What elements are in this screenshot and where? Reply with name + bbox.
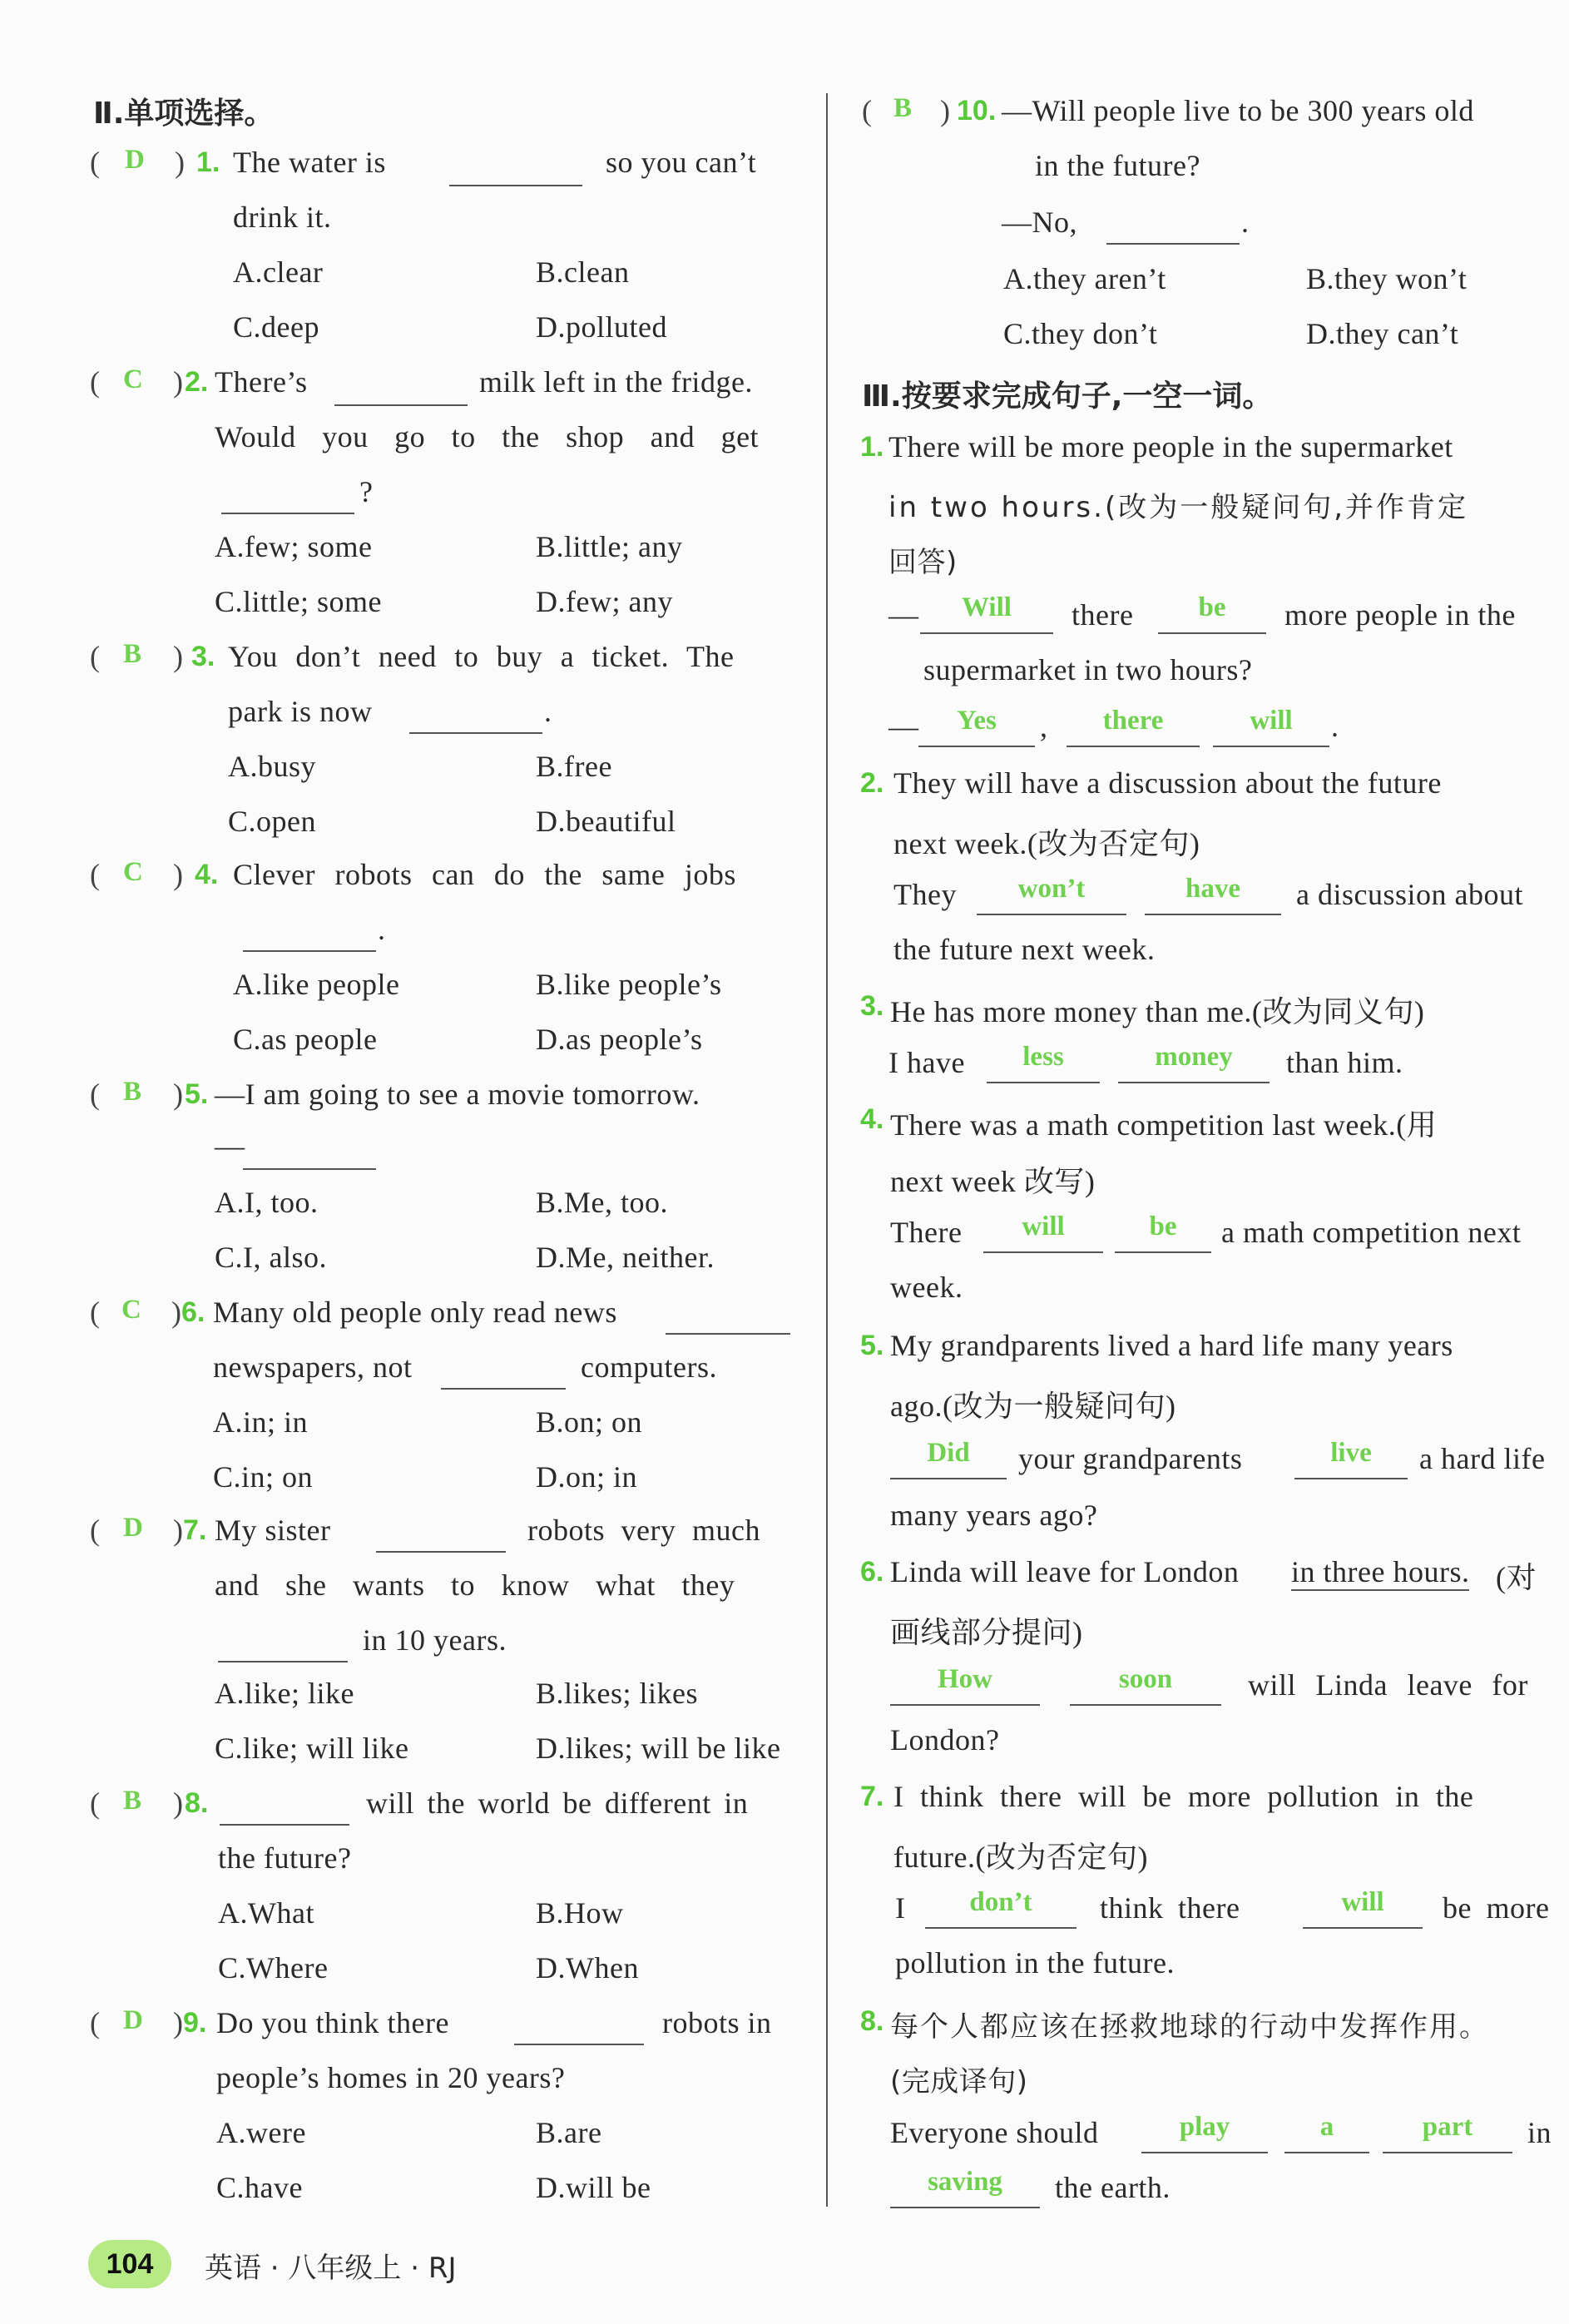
option-d: D.polluted: [536, 310, 667, 344]
option-b: B.clean: [536, 255, 630, 289]
answer-bracket: (: [90, 858, 101, 891]
question-number: 3.: [191, 641, 215, 672]
option-d: D.When: [536, 1951, 639, 1985]
answer-text: They: [893, 878, 957, 911]
question-text: computers.: [581, 1350, 717, 1384]
question-number: 1.: [196, 146, 220, 178]
answer-bracket: (: [90, 640, 101, 673]
answer-letter: D: [123, 1513, 143, 1543]
option-d: D.they can’t: [1306, 317, 1459, 350]
item-prompt: 画线部分提问): [890, 1616, 1083, 1649]
blank: [987, 1082, 1100, 1083]
dash: —: [888, 710, 919, 743]
option-c: C.Where: [218, 1951, 329, 1985]
blank: [243, 950, 376, 952]
question-text: newspapers, not: [213, 1350, 413, 1384]
question-number: 10.: [957, 95, 997, 126]
question-number: 8.: [185, 1787, 209, 1819]
answer-bracket: ): [173, 1786, 184, 1820]
question-text: robots in: [662, 2006, 772, 2039]
item-prompt: (对: [1496, 1561, 1537, 1594]
item-number: 5.: [860, 1330, 884, 1361]
answer-bracket: ): [173, 365, 184, 399]
item-number: 2.: [860, 767, 884, 799]
answer-bracket: (: [90, 1296, 101, 1329]
answer-fill: part: [1422, 2112, 1473, 2142]
question-number: 4.: [195, 859, 219, 890]
option-a: A.like people: [233, 968, 400, 1001]
option-b: B.are: [536, 2116, 602, 2149]
answer-text: supermarket in two hours?: [923, 653, 1253, 686]
blank: [1106, 243, 1240, 245]
option-c: C.as people: [233, 1023, 378, 1056]
blank: [666, 1333, 790, 1335]
option-c: C.open: [228, 805, 316, 838]
blank: [1070, 1704, 1221, 1706]
item-prompt: in two hours.(改为一般疑问句,并作肯定: [888, 491, 1469, 524]
question-text: My sister: [215, 1514, 331, 1547]
blank: [890, 1704, 1040, 1706]
answer-fill: money: [1155, 1042, 1233, 1072]
blank: [925, 1927, 1077, 1929]
blank: [890, 2207, 1040, 2208]
answer-bracket: ): [173, 1078, 184, 1111]
underlined-phrase: in three hours.: [1291, 1554, 1469, 1591]
item-number: 8.: [860, 2005, 884, 2037]
blank: [409, 732, 542, 734]
option-d: D.Me, neither.: [536, 1241, 715, 1274]
answer-fill: saving: [928, 2167, 1002, 2197]
answer-fill: soon: [1118, 1664, 1173, 1694]
question-text: milk left in the fridge.: [479, 365, 753, 399]
answer-fill: will: [1341, 1887, 1384, 1917]
option-c: C.like; will like: [215, 1732, 409, 1765]
answer-bracket: (: [90, 365, 101, 399]
blank: [1284, 2152, 1369, 2153]
item-prompt: There will be more people in the supermarket: [888, 430, 1453, 463]
option-b: B.likes; likes: [536, 1677, 698, 1710]
answer-text: pollution in the future.: [895, 1946, 1175, 1980]
option-a: A.What: [218, 1896, 314, 1930]
section-2-heading: Ⅱ.单项选择。: [93, 97, 275, 131]
option-b: B.they won’t: [1306, 262, 1468, 295]
answer-fill: play: [1179, 2112, 1230, 2142]
answer-bracket: ): [171, 1296, 182, 1329]
item-prompt: next week 改写): [890, 1165, 1096, 1198]
answer-letter: C: [123, 364, 143, 394]
item-number: 3.: [860, 990, 884, 1022]
item-prompt: 每个人都应该在拯救地球的行动中发挥作用。: [890, 2010, 1489, 2044]
answer-bracket: (: [90, 1078, 101, 1111]
question-text: Would you go to the shop and get: [215, 420, 760, 453]
blank: [449, 185, 582, 186]
option-a: A.few; some: [215, 530, 373, 563]
blank: [1294, 1478, 1408, 1479]
answer-bracket: (: [90, 1786, 101, 1820]
blank: [243, 1168, 376, 1170]
blank: [920, 632, 1053, 634]
item-prompt: future.(改为否定句): [893, 1841, 1148, 1874]
question-text: ?: [359, 475, 374, 508]
item-prompt: They will have a discussion about the future: [893, 766, 1442, 800]
question-text: in the future?: [1035, 149, 1200, 182]
question-text: drink it.: [233, 201, 332, 234]
question-text: people’s homes in 20 years?: [216, 2061, 566, 2094]
answer-text: a discussion about: [1296, 878, 1523, 911]
blank: [1145, 914, 1281, 915]
blank: [218, 1661, 348, 1662]
item-prompt: Linda will leave for London: [890, 1555, 1240, 1588]
blank: [1118, 1082, 1270, 1083]
answer-bracket: (: [90, 1514, 101, 1547]
option-d: D.likes; will be like: [536, 1732, 781, 1765]
option-c: C.I, also.: [215, 1241, 327, 1274]
question-text: in 10 years.: [363, 1623, 507, 1657]
option-b: B.on; on: [536, 1405, 643, 1439]
answer-fill: there: [1102, 706, 1164, 736]
question-text: will the world be different in: [366, 1786, 749, 1820]
question-text: .: [1241, 206, 1250, 239]
blank: [1303, 1927, 1423, 1929]
question-number: 6.: [181, 1296, 205, 1328]
option-a: A.were: [216, 2116, 306, 2149]
item-number: 4.: [860, 1103, 884, 1135]
item-prompt: ago.(改为一般疑问句): [890, 1390, 1176, 1423]
option-c: C.little; some: [215, 585, 382, 618]
option-b: B.little; any: [536, 530, 683, 563]
answer-text: than him.: [1286, 1046, 1403, 1079]
blank: [441, 1388, 566, 1390]
answer-letter: D: [123, 2005, 143, 2035]
question-text: —I am going to see a movie tomorrow.: [215, 1078, 700, 1111]
answer-fill: live: [1330, 1438, 1372, 1468]
answer-text: think there: [1100, 1891, 1240, 1925]
blank: [977, 914, 1126, 915]
blank: [1213, 746, 1329, 747]
answer-letter: B: [893, 93, 913, 123]
answer-text: Everyone should: [890, 2116, 1099, 2149]
answer-text: many years ago?: [890, 1499, 1098, 1532]
punctuation: .: [1331, 710, 1339, 743]
answer-letter: C: [123, 857, 143, 887]
blank: [1383, 2152, 1512, 2153]
question-text: —No,: [1002, 206, 1077, 239]
answer-fill: Will: [962, 592, 1012, 622]
item-prompt: He has more money than me.(改为同义句): [890, 995, 1425, 1028]
blank: [1067, 746, 1200, 747]
answer-fill: will: [1022, 1212, 1065, 1241]
answer-letter: B: [123, 1077, 142, 1107]
question-number: 9.: [183, 2007, 207, 2039]
answer-letter: C: [121, 1295, 141, 1325]
answer-bracket: (: [862, 94, 873, 127]
blank: [1141, 2152, 1268, 2153]
blank: [918, 746, 1035, 747]
question-text: Many old people only read news: [213, 1296, 617, 1329]
answer-text: there: [1072, 598, 1134, 632]
question-text: park is now: [228, 695, 373, 728]
option-b: B.Me, too.: [536, 1186, 669, 1219]
blank: [221, 513, 354, 514]
answer-fill: Yes: [957, 706, 997, 736]
answer-bracket: ): [940, 94, 951, 127]
option-a: A.in; in: [213, 1405, 309, 1439]
question-text: You don’t need to buy a ticket. The: [228, 640, 735, 673]
answer-text: in: [1527, 2116, 1552, 2149]
answer-text: week.: [890, 1271, 963, 1304]
blank: [514, 2044, 644, 2045]
blank: [1115, 1251, 1211, 1253]
answer-bracket: (: [90, 2006, 101, 2039]
option-a: A.I, too.: [215, 1186, 319, 1219]
option-b: B.free: [536, 750, 612, 783]
answer-bracket: (: [90, 146, 101, 179]
answer-fill: don’t: [969, 1887, 1032, 1917]
answer-text: the future next week.: [893, 933, 1156, 966]
answer-text: London?: [890, 1723, 1000, 1757]
answer-fill: Did: [927, 1438, 970, 1468]
option-b: B.How: [536, 1896, 624, 1930]
option-a: A.like; like: [215, 1677, 354, 1710]
question-text: There’s: [215, 365, 308, 399]
answer-fill: will: [1250, 706, 1293, 736]
blank: [376, 1551, 506, 1553]
question-text: so you can’t: [606, 146, 757, 179]
answer-text: I have: [888, 1046, 965, 1079]
answer-text: the earth.: [1055, 2171, 1171, 2204]
answer-bracket: ): [173, 1514, 184, 1547]
question-text: and she wants to know what they: [215, 1568, 735, 1602]
answer-text: There: [890, 1216, 963, 1249]
option-a: A.they aren’t: [1003, 262, 1166, 295]
answer-text: more people in the: [1284, 598, 1516, 632]
footer-book-title: 英语 · 八年级上 · RJ: [205, 2252, 457, 2285]
option-c: C.in; on: [213, 1460, 314, 1494]
answer-bracket: ): [173, 858, 184, 891]
item-prompt: (完成译句): [890, 2065, 1028, 2099]
section-3-heading: Ⅲ.按要求完成句子,一空一词。: [862, 379, 1273, 414]
answer-fill: be: [1198, 592, 1226, 622]
option-d: D.on; in: [536, 1460, 638, 1494]
option-c: C.deep: [233, 310, 319, 344]
answer-bracket: ): [173, 640, 184, 673]
question-text: —Will people live to be 300 years old: [1002, 94, 1474, 127]
answer-fill: a: [1319, 2112, 1334, 2142]
item-prompt: I think there will be more pollution in the: [893, 1780, 1474, 1813]
blank: [220, 1824, 349, 1826]
option-d: D.beautiful: [536, 805, 676, 838]
answer-text: a math competition next: [1221, 1216, 1522, 1249]
option-d: D.few; any: [536, 585, 673, 618]
answer-fill: How: [938, 1664, 992, 1694]
dash: —: [888, 598, 919, 632]
question-text: robots very much: [527, 1514, 760, 1547]
item-prompt: There was a math competition last week.(用: [890, 1108, 1438, 1142]
column-divider: [826, 93, 828, 2207]
item-number: 7.: [860, 1781, 884, 1812]
option-a: A.busy: [228, 750, 317, 783]
question-text: the future?: [218, 1841, 352, 1875]
blank: [890, 1478, 1007, 1479]
item-prompt: My grandparents lived a hard life many years: [890, 1329, 1453, 1362]
option-c: C.they don’t: [1003, 317, 1158, 350]
question-text: .: [378, 913, 386, 946]
answer-bracket: ): [173, 2006, 184, 2039]
option-a: A.clear: [233, 255, 324, 289]
option-c: C.have: [216, 2171, 303, 2204]
item-number: 6.: [860, 1556, 884, 1588]
punctuation: ,: [1040, 710, 1048, 743]
option-d: D.will be: [536, 2171, 651, 2204]
answer-letter: D: [125, 145, 145, 175]
question-text: Clever robots can do the same jobs: [233, 858, 736, 891]
option-b: B.like people’s: [536, 968, 722, 1001]
answer-bracket: ): [175, 146, 186, 179]
question-number: 2.: [185, 366, 209, 398]
page-number-badge: 104: [88, 2240, 171, 2288]
answer-fill: be: [1149, 1212, 1177, 1241]
blank: [1158, 632, 1266, 634]
question-text: .: [544, 695, 552, 728]
answer-text: your grandparents: [1018, 1442, 1243, 1475]
answer-text: be more: [1443, 1891, 1550, 1925]
question-text: —: [215, 1129, 245, 1162]
question-number: 5.: [185, 1078, 209, 1110]
question-text: Do you think there: [216, 2006, 449, 2039]
answer-fill: have: [1185, 874, 1240, 904]
question-number: 7.: [183, 1514, 207, 1546]
item-number: 1.: [860, 431, 884, 463]
answer-text: a hard life: [1419, 1442, 1546, 1475]
blank: [983, 1251, 1103, 1253]
answer-text: will Linda leave for: [1248, 1668, 1528, 1702]
answer-letter: B: [123, 1786, 142, 1816]
blank: [334, 404, 468, 406]
answer-text: I: [895, 1891, 906, 1925]
question-text: The water is: [233, 146, 386, 179]
answer-fill: won’t: [1017, 874, 1086, 904]
item-prompt: next week.(改为否定句): [893, 827, 1200, 860]
answer-letter: B: [123, 639, 142, 669]
answer-fill: less: [1022, 1042, 1064, 1072]
item-prompt: 回答): [888, 546, 958, 579]
option-d: D.as people’s: [536, 1023, 703, 1056]
